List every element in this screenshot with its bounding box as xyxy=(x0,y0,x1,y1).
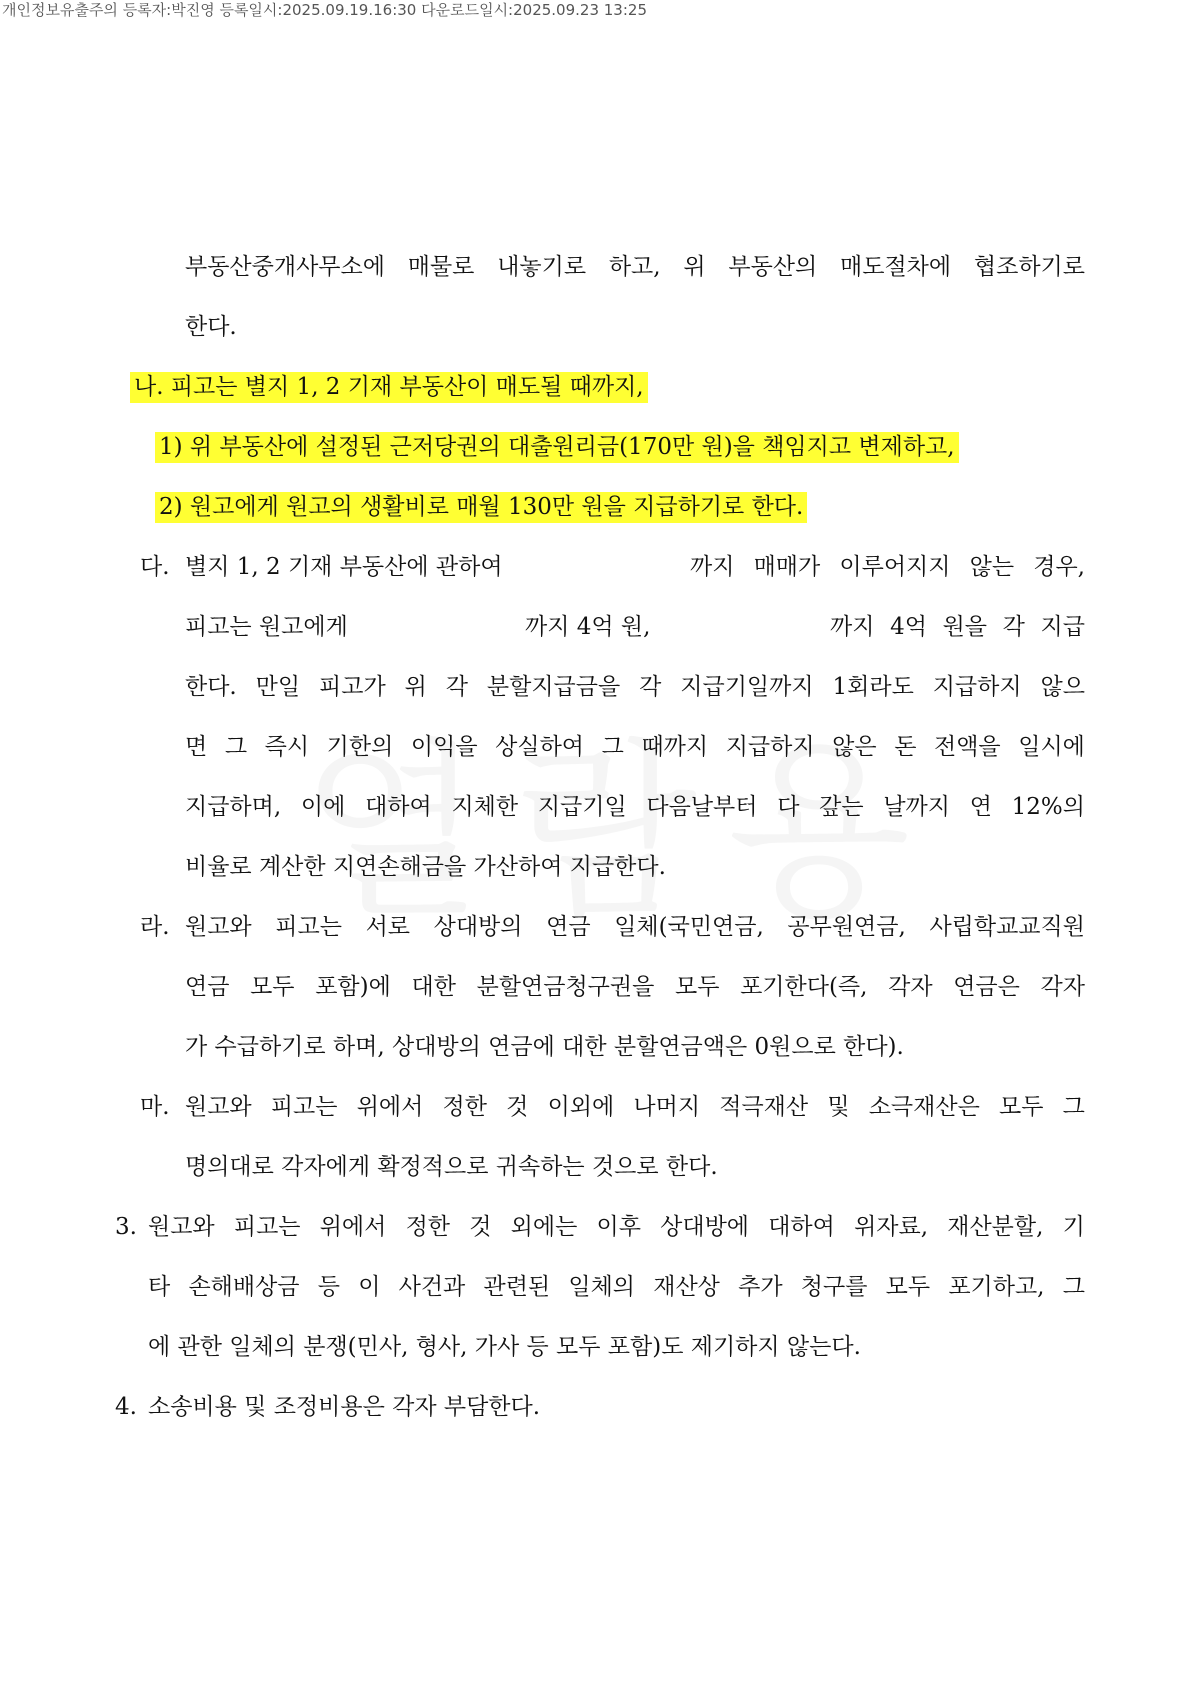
word: 상대방의 xyxy=(433,914,523,940)
word: 적극재산 xyxy=(719,1094,809,1120)
word: 관련된 xyxy=(483,1274,551,1300)
word: 4억 xyxy=(890,614,927,640)
word: 다 xyxy=(777,794,800,820)
clause-na-highlight xyxy=(130,372,648,403)
download-watermark-header: 개인정보유출주의 등록자:박진영 등록일시:2025.09.19.16:30 다운로드일시:2025.09.23 13:25 xyxy=(2,1,647,19)
word: 기한의 xyxy=(326,734,394,760)
word: 매도절차에 xyxy=(840,254,952,280)
word: 위에서 xyxy=(356,1094,424,1120)
word: 지체한 xyxy=(451,794,519,820)
clause-na-item-2 xyxy=(155,492,807,522)
word: 및 xyxy=(827,1094,850,1120)
word: 원을 xyxy=(942,614,988,640)
clause-ra-line-1 xyxy=(185,912,1085,942)
clause-da-line-1a: 별지 1, 2 기재 부동산에 관하여 xyxy=(185,554,503,580)
word: 부동산중개사무소에 xyxy=(185,254,385,280)
word: 피고가 xyxy=(319,674,386,700)
word: 피고는 xyxy=(233,1214,301,1240)
word: 위자료, xyxy=(854,1214,929,1240)
word: 일체(국민연금, xyxy=(614,914,764,940)
word: 협조하기로 xyxy=(973,254,1085,280)
word: 까지 xyxy=(690,554,735,580)
word: 사립학교교직원 xyxy=(929,914,1085,940)
section-4-text: 소송비용 및 조정비용은 각자 부담한다. xyxy=(148,1394,541,1420)
word: 이루어지지 xyxy=(839,554,951,580)
word: 정한 xyxy=(442,1094,487,1120)
word: 원고와 xyxy=(148,1214,215,1240)
word: 내놓기로 xyxy=(497,254,587,280)
word: 전액을 xyxy=(934,734,1001,760)
word: 각 xyxy=(445,674,468,700)
word: 상실하여 xyxy=(495,734,585,760)
word: 이외에 xyxy=(547,1094,615,1120)
word: 대하여 xyxy=(365,794,432,820)
word: 사건과 xyxy=(398,1274,466,1300)
word: 각 xyxy=(639,674,662,700)
word: 지급하지 xyxy=(725,734,815,760)
clause-da-line-5 xyxy=(185,792,1085,822)
clause-da-line-1b xyxy=(690,552,1085,582)
clause-da-line-6: 비율로 계산한 지연손해금을 가산하여 지급한다. xyxy=(185,854,666,880)
word: 원고와 xyxy=(185,1094,252,1120)
clause-na-item-1 xyxy=(155,432,959,462)
word: 모두 xyxy=(250,974,295,1000)
word: 서로 xyxy=(365,914,410,940)
clause-da-line-4 xyxy=(185,732,1085,762)
clause-ga-line-1 xyxy=(185,252,1085,282)
word: 포기하고, xyxy=(948,1274,1045,1300)
word: 재산분할, xyxy=(947,1214,1044,1240)
word: 이에 xyxy=(300,794,346,820)
word: 공무원연금, xyxy=(787,914,906,940)
word: 피고는 xyxy=(270,1094,338,1120)
word: 그 xyxy=(601,734,624,760)
word: 면 xyxy=(185,734,208,760)
word: 타 xyxy=(148,1274,171,1300)
clause-na-text: 피고는 별지 1, 2 기재 부동산이 매도될 때까지, xyxy=(170,374,644,400)
word: 외에는 xyxy=(510,1214,578,1240)
clause-ma-line-1 xyxy=(185,1092,1085,1122)
word: 1회라도 xyxy=(832,674,914,700)
word: 한다. xyxy=(185,674,237,700)
clause-da-line-3 xyxy=(185,672,1085,702)
word: 이후 xyxy=(596,1214,641,1240)
word: 그 xyxy=(1062,1094,1085,1120)
section-3-line-2 xyxy=(148,1272,1085,1302)
word: 대하여 xyxy=(768,1214,835,1240)
word: 손해배상금 xyxy=(188,1274,300,1300)
word: 다음날부터 xyxy=(646,794,758,820)
word: 위 xyxy=(683,254,706,280)
word: 12%의 xyxy=(1011,794,1085,820)
clause-na-line xyxy=(130,372,648,402)
word: 즉시 xyxy=(264,734,310,760)
section-3-label: 3. xyxy=(115,1214,137,1240)
word: 정한 xyxy=(405,1214,451,1240)
word: 연금은 xyxy=(953,974,1020,1000)
word: 원고와 xyxy=(185,914,252,940)
clause-na-item-2-text: 2) 원고에게 원고의 생활비로 매월 130만 원을 지급하기로 한다. xyxy=(155,492,807,523)
clause-da-label: 다. xyxy=(140,554,170,580)
clause-da-line-2a: 피고는 원고에게 xyxy=(185,614,348,640)
word: 그 xyxy=(224,734,248,760)
word: 연금 xyxy=(546,914,591,940)
word: 연금 xyxy=(185,974,230,1000)
word: 이익을 xyxy=(410,734,478,760)
clause-ra-line-2 xyxy=(185,972,1085,1002)
word: 상대방에 xyxy=(660,1214,750,1240)
section-4-label: 4. xyxy=(115,1394,137,1420)
word: 각 xyxy=(1002,614,1025,640)
word: 모두 xyxy=(674,974,720,1000)
word: 나머지 xyxy=(633,1094,701,1120)
word: 그 xyxy=(1062,1274,1085,1300)
clause-ga-line-2: 한다. xyxy=(185,314,237,340)
word: 않는 xyxy=(969,554,1015,580)
word: 추가 xyxy=(738,1274,783,1300)
word: 각자 xyxy=(888,974,933,1000)
word: 만일 xyxy=(255,674,301,700)
clause-da-line-2b: 까지 4억 원, xyxy=(525,614,651,640)
word: 않은 xyxy=(832,734,877,760)
word: 기 xyxy=(1062,1214,1085,1240)
word: 위에서 xyxy=(319,1214,387,1240)
word: 연 xyxy=(969,794,992,820)
word: 포함)에 xyxy=(315,974,391,1000)
word: 분할연금청구권을 xyxy=(476,974,655,1000)
word: 까지 xyxy=(830,614,875,640)
clause-na-item-1-text: 1) 위 부동산에 설정된 근저당권의 대출원리금(170만 원)을 책임지고 변제하고, xyxy=(155,432,959,463)
word: 위 xyxy=(404,674,427,700)
clause-ra-line-3: 가 수급하기로 하며, 상대방의 연금에 대한 분할연금액은 0원으로 한다). xyxy=(185,1034,904,1060)
word: 않으 xyxy=(1040,674,1085,700)
clause-na-label: 나. xyxy=(134,374,164,400)
section-3-line-1 xyxy=(148,1212,1085,1242)
word: 부동산의 xyxy=(728,254,818,280)
word: 모두 xyxy=(885,1274,931,1300)
word: 날까지 xyxy=(883,794,950,820)
word: 분할지급금을 xyxy=(486,674,621,700)
word: 각자 xyxy=(1040,974,1085,1000)
word: 등 xyxy=(317,1274,340,1300)
word: 매매가 xyxy=(753,554,821,580)
word: 청구를 xyxy=(800,1274,868,1300)
word: 대한 xyxy=(411,974,456,1000)
word: 돈 xyxy=(894,734,917,760)
word: 지급하지 xyxy=(932,674,1022,700)
word: 하고, xyxy=(608,254,661,280)
word: 일시에 xyxy=(1018,734,1085,760)
word: 지급 xyxy=(1040,614,1085,640)
word: 이 xyxy=(358,1274,381,1300)
word: 지급하며, xyxy=(185,794,282,820)
word: 모두 xyxy=(999,1094,1044,1120)
word: 재산상 xyxy=(653,1274,720,1300)
word: 때까지 xyxy=(641,734,709,760)
clause-ma-line-2: 명의대로 각자에게 확정적으로 귀속하는 것으로 한다. xyxy=(185,1154,718,1180)
section-3-line-3: 에 관한 일체의 분쟁(민사, 형사, 가사 등 모두 포함)도 제기하지 않는다. xyxy=(148,1334,861,1360)
word: 갚는 xyxy=(819,794,864,820)
clause-ma-label: 마. xyxy=(140,1094,170,1120)
word: 피고는 xyxy=(275,914,342,940)
word: 것 xyxy=(506,1094,529,1120)
clause-da-line-2c xyxy=(830,612,1085,642)
word: 지급기일까지 xyxy=(680,674,814,700)
word: 것 xyxy=(469,1214,492,1240)
word: 포기한다(즉, xyxy=(740,974,868,1000)
word: 매물로 xyxy=(407,254,475,280)
clause-ra-label: 라. xyxy=(140,914,170,940)
word: 일체의 xyxy=(568,1274,636,1300)
word: 경우, xyxy=(1033,554,1085,580)
word: 지급기일 xyxy=(537,794,627,820)
word: 소극재산은 xyxy=(868,1094,980,1120)
